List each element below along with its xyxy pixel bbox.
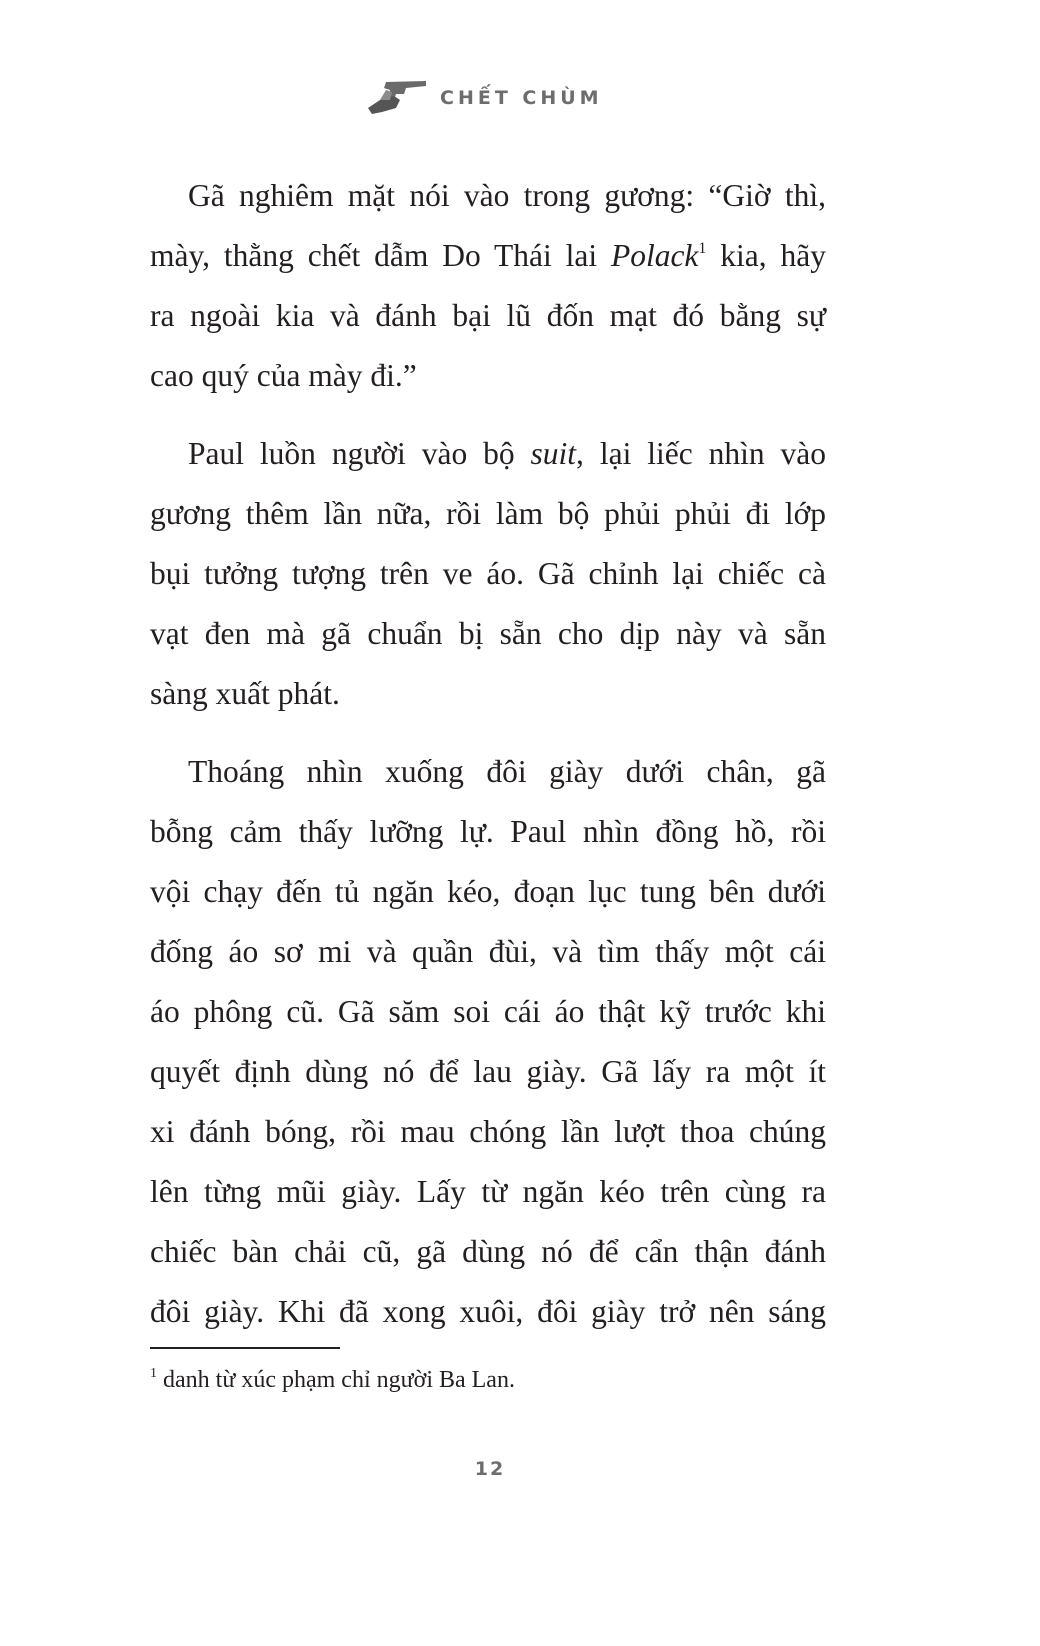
text-line bbox=[150, 1102, 826, 1162]
text-line bbox=[150, 424, 826, 484]
text-segment: bụi tưởng tượng trên ve áo. Gã chỉnh lại chiếc cà bbox=[150, 556, 826, 591]
text-line bbox=[150, 226, 826, 286]
text-segment: vạt đen mà gã chuẩn bị sẵn cho dịp này và sẵn bbox=[150, 616, 826, 651]
footnote-divider bbox=[150, 1347, 340, 1349]
text-line bbox=[150, 1162, 826, 1222]
text-line bbox=[150, 166, 826, 226]
paragraph bbox=[150, 424, 826, 724]
text-segment: Thoáng nhìn xuống đôi giày dưới chân, gã bbox=[188, 754, 826, 789]
running-header bbox=[366, 78, 603, 118]
text-segment: Paul luồn người vào bộ bbox=[188, 436, 531, 471]
footnote-marker: 1 bbox=[150, 1366, 157, 1381]
text-segment: Gã nghiêm mặt nói vào trong gương: “Giờ thì, bbox=[188, 178, 826, 213]
text-segment: lên từng mũi giày. Lấy từ ngăn kéo trên cùng ra bbox=[150, 1174, 826, 1209]
text-line bbox=[150, 346, 826, 406]
footnote-reference: 1 bbox=[698, 240, 707, 257]
text-segment: kia, hãy bbox=[706, 238, 826, 273]
revolver-hand-icon bbox=[366, 78, 428, 118]
body-text bbox=[150, 166, 826, 1360]
text-line bbox=[150, 1222, 826, 1282]
text-segment: đống áo sơ mi và quần đùi, và tìm thấy một cái bbox=[150, 934, 826, 969]
paragraph bbox=[150, 742, 826, 1342]
text-line bbox=[150, 922, 826, 982]
text-line bbox=[150, 286, 826, 346]
text-segment: cao quý của mày đi.” bbox=[150, 358, 417, 393]
text-segment: ra ngoài kia và đánh bại lũ đốn mạt đó bằng sự bbox=[150, 298, 826, 333]
text-line bbox=[150, 544, 826, 604]
text-segment: quyết định dùng nó để lau giày. Gã lấy ra một ít bbox=[150, 1054, 826, 1089]
italic-text: suit bbox=[530, 436, 577, 471]
text-line bbox=[150, 1042, 826, 1102]
text-line bbox=[150, 1282, 826, 1342]
text-segment: sàng xuất phát. bbox=[150, 676, 340, 711]
text-line bbox=[150, 742, 826, 802]
footnote-text: danh từ xúc phạm chỉ người Ba Lan. bbox=[157, 1367, 515, 1393]
text-line bbox=[150, 664, 826, 724]
text-line bbox=[150, 982, 826, 1042]
text-segment: bỗng cảm thấy lưỡng lự. Paul nhìn đồng hồ, rồi bbox=[150, 814, 826, 849]
text-line bbox=[150, 802, 826, 862]
text-segment: mày, thằng chết dẫm Do Thái lai bbox=[150, 238, 611, 273]
text-segment: , lại liếc nhìn vào bbox=[576, 436, 827, 471]
text-line bbox=[150, 862, 826, 922]
italic-text: Polack bbox=[610, 238, 699, 273]
text-segment: áo phông cũ. Gã săm soi cái áo thật kỹ trước khi bbox=[150, 994, 826, 1029]
text-segment: gương thêm lần nữa, rồi làm bộ phủi phủi đi lớp bbox=[150, 496, 826, 531]
text-line bbox=[150, 484, 826, 544]
page-number: 12 bbox=[474, 1458, 506, 1480]
paragraph bbox=[150, 166, 826, 406]
text-segment: xi đánh bóng, rồi mau chóng lần lượt thoa chúng bbox=[150, 1114, 826, 1149]
footnote bbox=[150, 1366, 515, 1394]
text-line bbox=[150, 604, 826, 664]
running-title: CHẾT CHÙM bbox=[440, 87, 603, 109]
text-segment: chiếc bàn chải cũ, gã dùng nó để cẩn thận đánh bbox=[150, 1234, 826, 1269]
text-segment: vội chạy đến tủ ngăn kéo, đoạn lục tung bên dưới bbox=[150, 874, 826, 909]
text-segment: đôi giày. Khi đã xong xuôi, đôi giày trở nên sáng bbox=[150, 1294, 826, 1329]
